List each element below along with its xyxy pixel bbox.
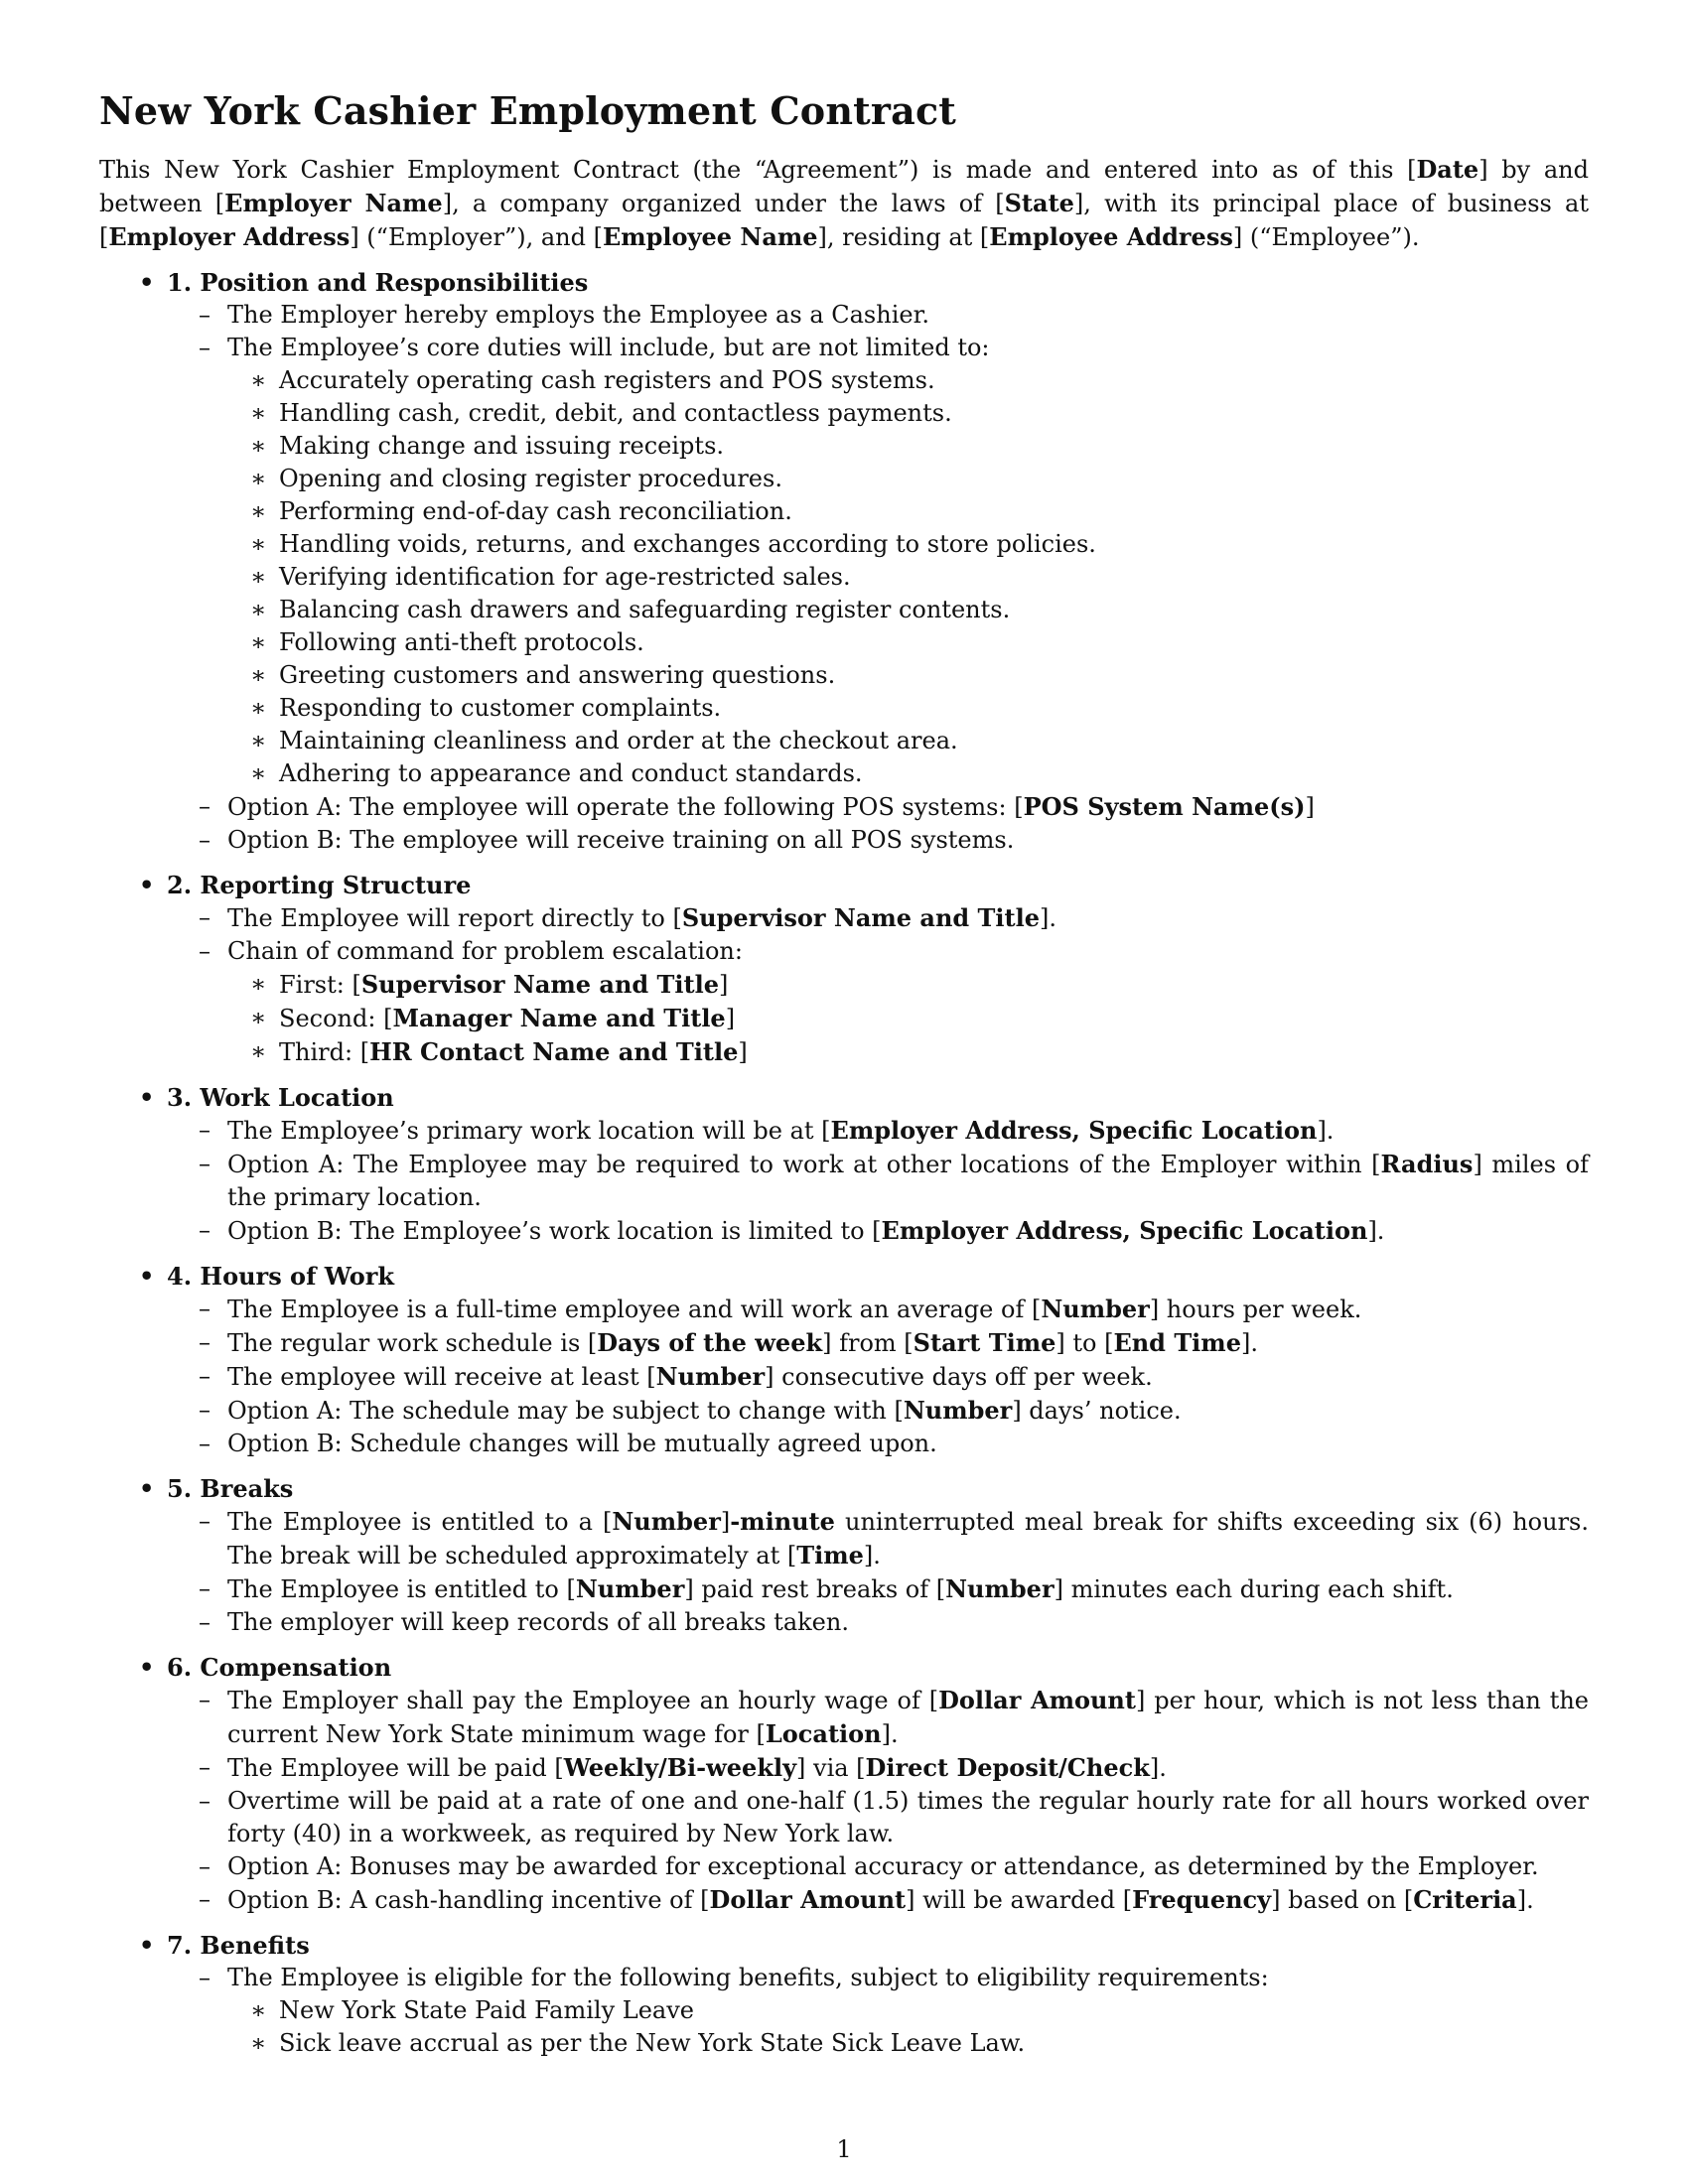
text-run: ].: [1149, 1754, 1167, 1782]
text-run: ], residing at [: [817, 223, 990, 251]
list-item: [99, 332, 1589, 364]
sub-list-item: [99, 626, 1589, 659]
sub-list-item: [99, 659, 1589, 692]
placeholder-field: State: [1004, 189, 1074, 217]
placeholder-field: Number: [575, 1574, 685, 1603]
text-run: Option A: The schedule may be subject to change with [: [227, 1397, 904, 1425]
placeholder-field: Employee Address: [989, 222, 1233, 251]
text-run: The Employee will be paid [: [227, 1754, 564, 1782]
dash-icon: –: [199, 1507, 211, 1535]
dash-icon: –: [199, 1686, 211, 1713]
placeholder-field: Employer Address: [108, 222, 351, 251]
text-run: ]: [1305, 793, 1315, 821]
text-run: ] consecutive days off per week.: [765, 1363, 1153, 1391]
sub-list-item: [99, 725, 1589, 757]
asterisk-icon: ∗: [250, 727, 267, 754]
text-run: The Employer hereby employs the Employee as a Cashier.: [227, 301, 930, 329]
placeholder-field: Manager Name and Title: [392, 1004, 726, 1032]
text-run: ]: [725, 1005, 736, 1032]
placeholder-field: Time: [796, 1541, 864, 1570]
section-heading: [99, 1651, 1589, 1684]
placeholder-field: -minute: [730, 1507, 835, 1536]
dash-icon: –: [199, 792, 211, 820]
text-run: Option A: The employee will operate the following POS systems: [: [227, 793, 1024, 821]
text-run: ]: [738, 1038, 748, 1066]
asterisk-icon: ∗: [250, 563, 267, 591]
asterisk-icon: ∗: [250, 399, 267, 427]
text-run: Option B: The employee will receive training on all POS systems.: [227, 826, 1015, 854]
text-run: ] via [: [796, 1754, 866, 1782]
section-heading-text: 5. Breaks: [167, 1474, 294, 1503]
list-item: [99, 1572, 1589, 1606]
section-heading: [99, 266, 1589, 299]
bullet-icon: •: [139, 1474, 155, 1503]
text-run: Accurately operating cash registers and POS systems.: [279, 366, 935, 394]
text-run: ] by and between [: [99, 156, 1589, 217]
section-heading-text: 7. Benefits: [167, 1931, 310, 1960]
text-run: ] (“Employee”).: [1232, 223, 1420, 251]
text-run: The employer will keep records of all breaks taken.: [227, 1608, 849, 1636]
list-item: [99, 935, 1589, 968]
sub-list-item: [99, 430, 1589, 463]
list-item: [99, 1114, 1589, 1148]
section-heading-text: 6. Compensation: [167, 1653, 392, 1682]
bullet-icon: •: [139, 1931, 155, 1960]
sub-list-item: [99, 528, 1589, 561]
section: [99, 1260, 1589, 1460]
section: [99, 266, 1589, 857]
text-run: ] per hour, which is not less than the current New York State minimum wage for [: [227, 1687, 1590, 1748]
section-heading: [99, 1081, 1589, 1114]
sub-list-item: [99, 1994, 1589, 2027]
text-run: ].: [1240, 1329, 1258, 1357]
asterisk-icon: ∗: [250, 2029, 267, 2057]
placeholder-field: Employee Name: [602, 222, 818, 251]
text-run: ], with its principal place of business at [: [99, 190, 1590, 251]
text-run: Verifying identification for age-restricted sales.: [279, 563, 851, 591]
placeholder-field: Direct Deposit/Check: [865, 1753, 1150, 1782]
dash-icon: –: [199, 301, 211, 329]
dash-icon: –: [199, 1787, 211, 1815]
dash-icon: –: [199, 1574, 211, 1602]
bullet-icon: •: [139, 871, 155, 899]
text-run: This New York Cashier Employment Contract (the “Agreement”) is made and entered into as of this [: [99, 156, 1417, 184]
text-run: Balancing cash drawers and safeguarding register contents.: [279, 596, 1011, 623]
dash-icon: –: [199, 1753, 211, 1781]
dash-icon: –: [199, 334, 211, 361]
dash-icon: –: [199, 1396, 211, 1424]
text-run: Overtime will be paid at a rate of one and one-half (1.5) times the regular hourly rate for all hours worked over forty (40) in a workweek, as required by New York law.: [227, 1787, 1589, 1847]
sub-list-item: [99, 757, 1589, 790]
text-run: The Employee is a full-time employee and will work an average of [: [227, 1296, 1042, 1323]
bullet-icon: •: [139, 268, 155, 297]
list-item: [99, 1394, 1589, 1428]
sub-list-item: [99, 397, 1589, 430]
section-heading: [99, 869, 1589, 901]
sub-list-item: [99, 594, 1589, 626]
text-run: Option B: Schedule changes will be mutually agreed upon.: [227, 1430, 937, 1457]
text-run: Greeting customers and answering questions.: [279, 661, 836, 689]
placeholder-field: Date: [1416, 155, 1479, 184]
text-run: ] minutes each during each shift.: [1054, 1575, 1454, 1603]
text-run: ] hours per week.: [1149, 1296, 1362, 1323]
list-item: [99, 1505, 1589, 1572]
text-run: Opening and closing register procedures.: [279, 465, 782, 492]
text-run: Maintaining cleanliness and order at the checkout area.: [279, 727, 958, 754]
placeholder-field: Radius: [1380, 1150, 1474, 1178]
text-run: ] days’ notice.: [1012, 1397, 1182, 1425]
text-run: Responding to customer complaints.: [279, 694, 722, 722]
list-item: [99, 824, 1589, 857]
placeholder-field: Location: [765, 1719, 882, 1748]
dash-icon: –: [199, 826, 211, 854]
sub-list-item: [99, 1035, 1589, 1069]
section-heading-text: 4. Hours of Work: [167, 1262, 395, 1291]
sub-list-item: [99, 968, 1589, 1002]
asterisk-icon: ∗: [250, 1004, 267, 1031]
placeholder-field: Number: [612, 1507, 721, 1536]
text-run: The regular work schedule is [: [227, 1329, 598, 1357]
text-run: Adhering to appearance and conduct standards.: [279, 759, 863, 787]
text-run: New York State Paid Family Leave: [279, 1996, 694, 2024]
text-run: Following anti-theft protocols.: [279, 628, 644, 656]
asterisk-icon: ∗: [250, 432, 267, 460]
placeholder-field: Number: [945, 1574, 1055, 1603]
text-run: ].: [881, 1720, 899, 1748]
asterisk-icon: ∗: [250, 694, 267, 722]
bullet-icon: •: [139, 1083, 155, 1112]
dash-icon: –: [199, 1216, 211, 1244]
text-run: The Employee is eligible for the following benefits, subject to eligibility requirements:: [227, 1964, 1269, 1991]
section: [99, 1472, 1589, 1639]
text-run: The Employee is entitled to [: [227, 1575, 576, 1603]
dash-icon: –: [199, 1964, 211, 1991]
text-run: The Employee’s core duties will include, but are not limited to:: [227, 334, 990, 361]
text-run: Option B: The Employee’s work location is limited to [: [227, 1217, 882, 1245]
asterisk-icon: ∗: [250, 970, 267, 998]
text-run: The Employee’s primary work location will be at [: [227, 1117, 831, 1145]
list-item: [99, 1883, 1589, 1917]
placeholder-field: Number: [1041, 1295, 1150, 1323]
asterisk-icon: ∗: [250, 1037, 267, 1065]
text-run: The Employer shall pay the Employee an hourly wage of [: [227, 1687, 939, 1714]
dash-icon: –: [199, 1362, 211, 1390]
placeholder-field: Weekly/Bi-weekly: [563, 1753, 797, 1782]
sections-list: [99, 266, 1589, 2060]
text-run: Second: [: [279, 1005, 393, 1032]
dash-icon: –: [199, 1295, 211, 1322]
section-heading: [99, 1260, 1589, 1293]
asterisk-icon: ∗: [250, 530, 267, 558]
text-run: Chain of command for problem escalation:: [227, 937, 743, 965]
dash-icon: –: [199, 1608, 211, 1636]
text-run: First: [: [279, 971, 361, 999]
text-run: ] paid rest breaks of [: [684, 1575, 946, 1603]
text-run: ].: [1040, 904, 1056, 932]
sub-list-item: [99, 561, 1589, 594]
placeholder-field: Supervisor Name and Title: [360, 970, 719, 999]
section-heading: [99, 1472, 1589, 1505]
page-number: 1: [836, 2135, 852, 2163]
list-item: [99, 1785, 1589, 1850]
list-item: [99, 790, 1589, 824]
placeholder-field: Employer Address, Specific Location: [881, 1216, 1368, 1245]
placeholder-field: Days of the week: [597, 1328, 823, 1357]
section-heading-text: 2. Reporting Structure: [167, 871, 472, 899]
sub-list-item: [99, 1002, 1589, 1035]
dash-icon: –: [199, 1328, 211, 1356]
asterisk-icon: ∗: [250, 366, 267, 394]
list-item: [99, 1148, 1589, 1214]
text-run: ], a company organized under the laws of [: [442, 190, 1005, 217]
placeholder-field: Number: [903, 1396, 1013, 1425]
text-run: Performing end-of-day cash reconciliation.: [279, 497, 792, 525]
asterisk-icon: ∗: [250, 628, 267, 656]
section-heading-text: 3. Work Location: [167, 1083, 394, 1112]
text-run: ]: [719, 971, 729, 999]
text-run: ].: [1367, 1217, 1385, 1245]
text-run: ] based on [: [1271, 1886, 1414, 1914]
placeholder-field: Frequency: [1132, 1885, 1272, 1914]
asterisk-icon: ∗: [250, 596, 267, 623]
list-item: [99, 1850, 1589, 1883]
list-item: [99, 1606, 1589, 1639]
text-run: ] from [: [822, 1329, 914, 1357]
list-item: [99, 1214, 1589, 1248]
dash-icon: –: [199, 1150, 211, 1177]
dash-icon: –: [199, 903, 211, 931]
dash-icon: –: [199, 1852, 211, 1880]
sub-list-item: [99, 463, 1589, 495]
placeholder-field: Employer Address, Specific Location: [830, 1116, 1318, 1145]
text-run: The employee will receive at least [: [227, 1363, 656, 1391]
text-run: ].: [1516, 1886, 1534, 1914]
sub-list-item: [99, 2027, 1589, 2060]
section-heading-text: 1. Position and Responsibilities: [167, 268, 589, 297]
text-run: Third: [: [279, 1038, 370, 1066]
dash-icon: –: [199, 1430, 211, 1457]
bullet-icon: •: [139, 1262, 155, 1291]
text-run: The Employee is entitled to a [: [227, 1508, 613, 1536]
section: [99, 1929, 1589, 2060]
text-run: ] miles of the primary location.: [227, 1151, 1589, 1211]
asterisk-icon: ∗: [250, 1996, 267, 2024]
section: [99, 1651, 1589, 1917]
list-item: [99, 299, 1589, 332]
intro-paragraph: [99, 153, 1589, 254]
asterisk-icon: ∗: [250, 465, 267, 492]
placeholder-field: Dollar Amount: [938, 1686, 1136, 1714]
text-run: ].: [1317, 1117, 1335, 1145]
placeholder-field: Number: [655, 1362, 766, 1391]
section: [99, 869, 1589, 1069]
document-title: New York Cashier Employment Contract: [99, 88, 957, 133]
dash-icon: –: [199, 1116, 211, 1144]
placeholder-field: POS System Name(s): [1023, 792, 1306, 821]
sub-list-item: [99, 692, 1589, 725]
text-run: Sick leave accrual as per the New York State Sick Leave Law.: [279, 2029, 1026, 2057]
asterisk-icon: ∗: [250, 497, 267, 525]
placeholder-field: HR Contact Name and Title: [369, 1037, 739, 1066]
text-run: Handling voids, returns, and exchanges according to store policies.: [279, 530, 1096, 558]
list-item: [99, 1751, 1589, 1785]
list-item: [99, 901, 1589, 935]
placeholder-field: Start Time: [913, 1328, 1056, 1357]
list-item: [99, 1326, 1589, 1360]
document-page: [99, 87, 1589, 2072]
text-run: ].: [863, 1542, 881, 1570]
asterisk-icon: ∗: [250, 661, 267, 689]
list-item: [99, 1360, 1589, 1394]
text-run: Option A: Bonuses may be awarded for exceptional accuracy or attendance, as determined by the Employer.: [227, 1852, 1539, 1880]
text-run: ]: [720, 1508, 731, 1536]
section-heading: [99, 1929, 1589, 1962]
dash-icon: –: [199, 937, 211, 965]
dash-icon: –: [199, 1885, 211, 1913]
sub-list-item: [99, 364, 1589, 397]
sub-list-item: [99, 495, 1589, 528]
text-run: ] will be awarded [: [906, 1886, 1133, 1914]
placeholder-field: Criteria: [1413, 1885, 1517, 1914]
list-item: [99, 1684, 1589, 1751]
list-item: [99, 1428, 1589, 1460]
list-item: [99, 1293, 1589, 1326]
text-run: ] (“Employer”), and [: [350, 223, 603, 251]
text-run: ] to [: [1055, 1329, 1114, 1357]
section: [99, 1081, 1589, 1248]
list-item: [99, 1962, 1589, 1994]
text-run: uninterrupted meal break for shifts exceeding six (6) hours. The break will be scheduled approximately at [: [227, 1508, 1590, 1570]
text-run: Handling cash, credit, debit, and contactless payments.: [279, 399, 952, 427]
placeholder-field: Supervisor Name and Title: [681, 903, 1040, 932]
placeholder-field: End Time: [1113, 1328, 1241, 1357]
text-run: Making change and issuing receipts.: [279, 432, 725, 460]
bullet-icon: •: [139, 1653, 155, 1682]
text-run: Option A: The Employee may be required to work at other locations of the Employer within [: [227, 1151, 1381, 1178]
placeholder-field: Dollar Amount: [709, 1885, 907, 1914]
text-run: Option B: A cash-handling incentive of [: [227, 1886, 710, 1914]
text-run: The Employee will report directly to [: [227, 904, 682, 932]
placeholder-field: Employer Name: [224, 189, 443, 217]
asterisk-icon: ∗: [250, 759, 267, 787]
